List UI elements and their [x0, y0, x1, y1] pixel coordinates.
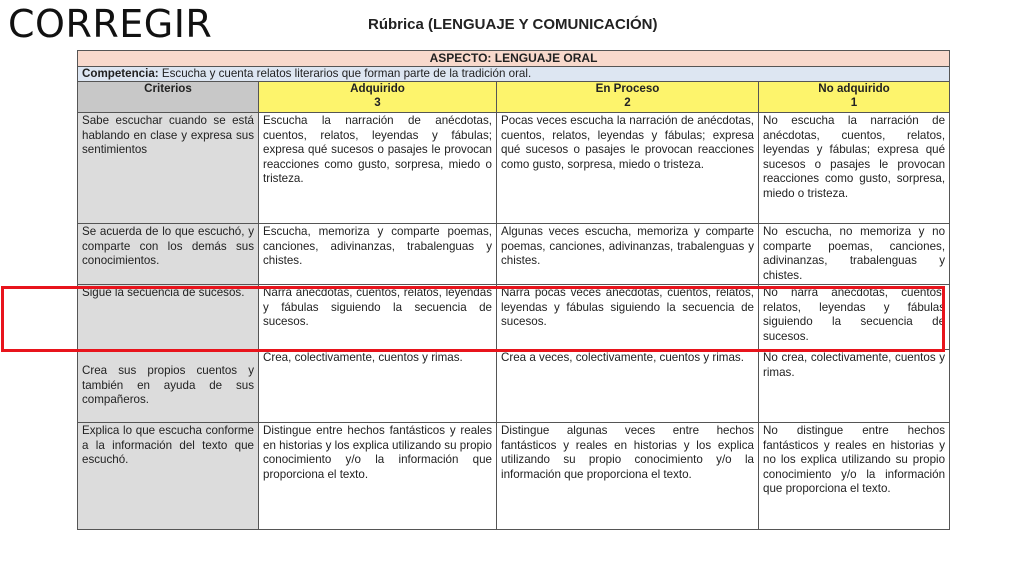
criterion-cell: Sigue la secuencia de sucesos. — [78, 285, 259, 350]
no-adquirido-cell: No escucha la narración de anécdotas, cuentos, relatos, leyendas y fábulas; expresa qué sucesos o pasajes le provocan reacciones como gusto, sorpresa, miedo o tristeza. — [759, 113, 950, 224]
criterion-cell: Explica lo que escucha conforme a la información del texto que escuchó. — [78, 423, 259, 530]
adquirido-cell: Crea, colectivamente, cuentos y rimas. — [259, 350, 497, 423]
level-name: En Proceso — [595, 82, 660, 95]
header-no-adquirido — [759, 82, 950, 113]
adquirido-cell: Escucha la narración de anécdotas, cuentos, relatos, leyendas y fábulas; expresa qué sucesos o pasajes le provocan reacciones como gusto, sorpresa, miedo o tristeza. — [259, 113, 497, 224]
header-criteria: Criterios — [78, 82, 259, 113]
en-proceso-cell: Distingue algunas veces entre hechos fantásticos y reales en historias y los explica utilizando su propio conocimiento y/o la información que proporciona el texto. — [497, 423, 759, 530]
level-name: No adquirido — [818, 82, 890, 95]
level-score: 3 — [374, 96, 381, 109]
table-row — [78, 224, 950, 285]
competence-text: Escucha y cuenta relatos literarios que forman parte de la tradición oral. — [161, 66, 532, 80]
slide-title: CORREGIR — [8, 2, 213, 46]
competence-label: Competencia: — [82, 66, 159, 80]
en-proceso-cell: Crea a veces, colectivamente, cuentos y rimas. — [497, 350, 759, 423]
no-adquirido-cell: No escucha, no memoriza y no comparte poemas, canciones, adivinanzas, trabalenguas y chistes. — [759, 224, 950, 285]
document-title: Rúbrica (LENGUAJE Y COMUNICACIÓN) — [368, 16, 658, 33]
level-score: 2 — [624, 96, 631, 109]
table-row — [78, 423, 950, 530]
adquirido-cell: Narra anécdotas, cuentos, relatos, leyendas y fábulas siguiendo la secuencia de sucesos. — [259, 285, 497, 350]
header-en-proceso — [497, 82, 759, 113]
header-adquirido — [259, 82, 497, 113]
adquirido-cell: Distingue entre hechos fantásticos y reales en historias y los explica utilizando su propio conocimiento y/o la información que proporciona el texto. — [259, 423, 497, 530]
no-adquirido-cell: No distingue entre hechos fantásticos y reales en historias y no los explica utilizando su propio conocimiento y/o la información que proporciona el texto. — [759, 423, 950, 530]
header-row — [78, 82, 950, 113]
level-score: 1 — [850, 96, 858, 109]
competence-cell — [78, 66, 950, 82]
en-proceso-cell: Algunas veces escucha, memoriza y comparte poemas, canciones, adivinanzas, trabalenguas y chistes. — [497, 224, 759, 285]
criterion-cell: Se acuerda de lo que escuchó, y comparte con los demás sus conocimientos. — [78, 224, 259, 285]
table-row — [78, 113, 950, 224]
aspect-title: ASPECTO: LENGUAJE ORAL — [78, 51, 950, 67]
highlight-box — [1, 286, 945, 352]
no-adquirido-cell: No crea, colectivamente, cuentos y rimas. — [759, 350, 950, 423]
en-proceso-cell: Narra pocas veces anécdotas, cuentos, relatos, leyendas y fábulas siguiendo la secuencia de sucesos. — [497, 285, 759, 350]
criterion-cell: Crea sus propios cuentos y también en ayuda de sus compañeros. — [78, 350, 259, 423]
en-proceso-cell: Pocas veces escucha la narración de anécdotas, cuentos, relatos, leyendas y fábulas; expresa qué sucesos o pasajes le provocan reacciones como gusto, sorpresa, miedo o tristeza. — [497, 113, 759, 224]
level-name: Adquirido — [350, 82, 405, 95]
criterion-cell: Sabe escuchar cuando se está hablando en clase y expresa sus sentimientos — [78, 113, 259, 224]
no-adquirido-cell: No narra anécdotas, cuentos, relatos, leyendas y fábulas siguiendo la secuencia de sucesos. — [759, 285, 950, 350]
aspect-row — [78, 51, 950, 67]
table-row — [78, 350, 950, 423]
adquirido-cell: Escucha, memoriza y comparte poemas, canciones, adivinanzas, trabalenguas y chistes. — [259, 224, 497, 285]
competence-row — [78, 66, 950, 82]
